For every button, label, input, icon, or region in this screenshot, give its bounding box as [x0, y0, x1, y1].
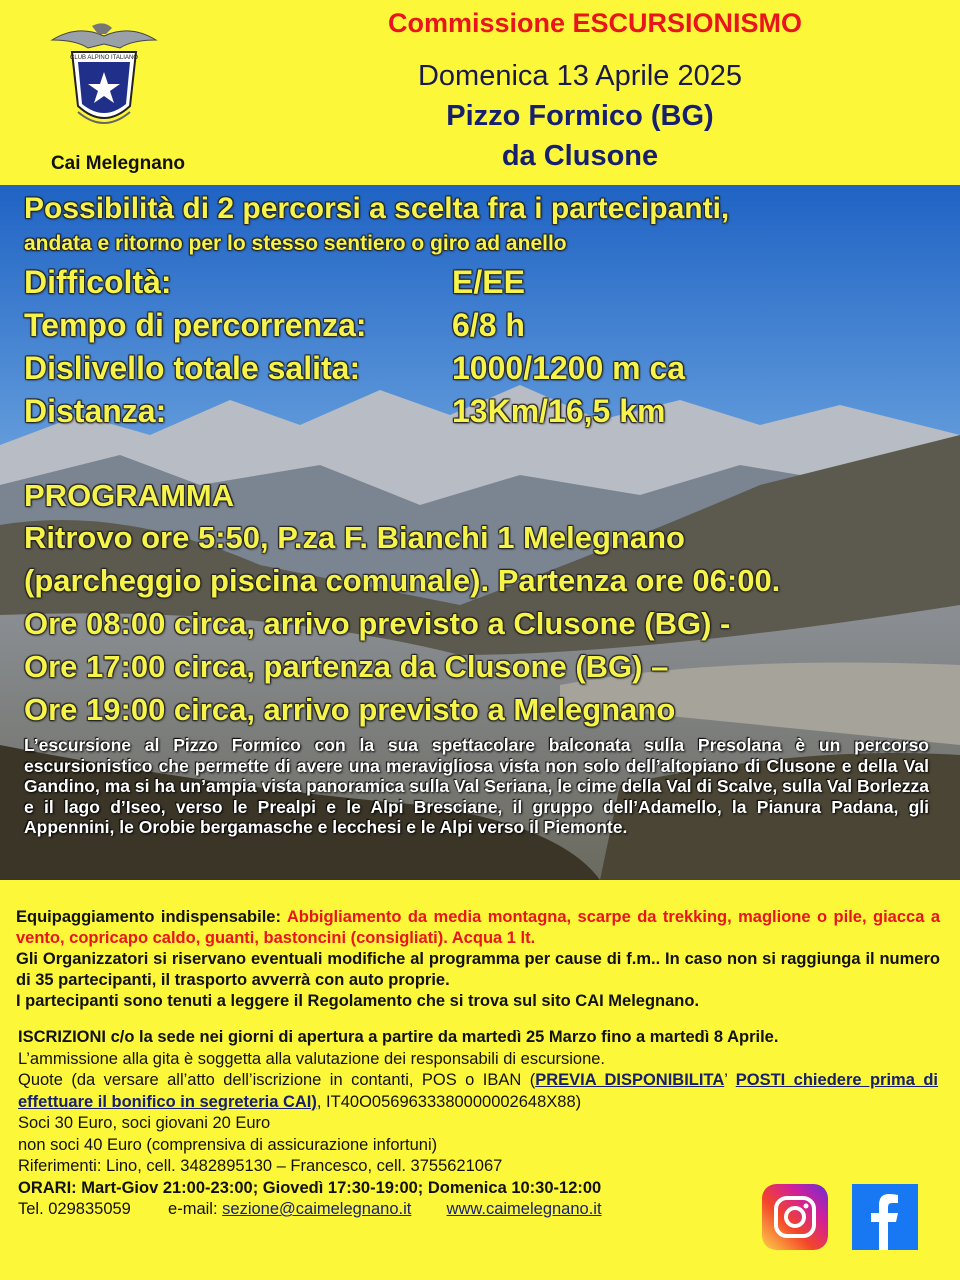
options-line1: Possibilità di 2 percorsi a scelta fra i partecipanti, — [24, 192, 730, 225]
email-label: e-mail: — [168, 1200, 218, 1218]
elevation-value: 1000/1200 m ca — [452, 350, 686, 386]
organizers-note: Gli Organizzatori si riservano eventuali modifiche al programma per cause di f.m.. In caso non si raggiunga il numero di 35 partecipanti, il trasporto avverrà con auto proprie. — [16, 950, 940, 989]
difficulty-value: E/EE — [452, 264, 525, 300]
telephone: Tel. 029835059 — [18, 1200, 131, 1218]
rules-note: I partecipanti sono tenuti a leggere il Regolamento che si trova sul sito CAI Melegnano. — [16, 992, 700, 1010]
programma-line: Ore 19:00 circa, arrivo previsto a Melegnano — [24, 692, 676, 727]
equipment-items: Abbigliamento da media montagna, scarpe da trekking, maglione o pile, giacca a vento, copricapo caldo, guanti, bastoncini (consigliati). Acqua 1 lt. — [16, 908, 940, 947]
equipment-block — [16, 907, 940, 1012]
event-date: Domenica 13 Aprile 2025 — [417, 60, 743, 92]
iscrizioni-text: ISCRIZIONI c/o la sede nei giorni di apertura a partire da martedì 25 Marzo fino a martedì 8 Aprile. — [18, 1028, 779, 1046]
non-soci-price: non soci 40 Euro (comprensiva di assicurazione infortuni) — [18, 1135, 438, 1154]
difficulty-label: Difficoltà: — [24, 264, 172, 300]
previa-disponibilita-link[interactable]: PREVIA DISPONIBILITA — [535, 1071, 725, 1089]
riferimenti: Riferimenti: Lino, cell. 3482895130 – Francesco, cell. 3755621067 — [18, 1157, 503, 1175]
programma-line: Ritrovo ore 5:50, P.za F. Bianchi 1 Melegnano — [24, 520, 685, 555]
logo-text: CLUB ALPINO ITALIANO — [70, 55, 138, 61]
elevation-label: Dislivello totale salita: — [24, 350, 361, 386]
cai-logo — [48, 22, 160, 140]
programma-line: Ore 17:00 circa, partenza da Clusone (BG) – — [24, 649, 669, 684]
time-value: 6/8 h — [452, 307, 525, 343]
excursion-description: L’escursione al Pizzo Formico con la sua spettacolare balconata sulla Presolana è un percorso escursionistico che permette di avere una meravigliosa vista non solo dell’altopiano di Clusone e della Val Gandino, ma si ha un’ampia vista panoramica sulla Val Seriana, le cime della Val di Scalve, sulla Val Borlezza e il lago d’Iseo, verso le Prealpi e le Alpi Bresciane, il gruppo dell’Adamello, la Pianura Padana, gli Appennini, le Orobie bergamasche e lecchesi e le Alpi verso il Piemonte. — [24, 735, 929, 837]
facebook-icon[interactable] — [852, 1184, 918, 1250]
distance-label: Distanza: — [24, 393, 167, 429]
equipment-label: Equipaggiamento indispensabile: — [16, 908, 281, 926]
time-label: Tempo di percorrenza: — [24, 307, 367, 343]
ammissione-text: L’ammissione alla gita è soggetta alla valutazione dei responsabili di escursione. — [18, 1049, 606, 1068]
email-link[interactable]: sezione@caimelegnano.it — [222, 1200, 412, 1218]
programma-line: Ore 08:00 circa, arrivo previsto a Clusone (BG) - — [24, 606, 731, 641]
instagram-icon[interactable] — [762, 1184, 828, 1250]
options-line2: andata e ritorno per lo stesso sentiero o giro ad anello — [24, 232, 567, 255]
programma-line: (parcheggio piscina comunale). Partenza ore 06:00. — [24, 563, 781, 598]
section-name: Cai Melegnano — [50, 153, 186, 174]
quote-mid: ’ — [724, 1071, 736, 1089]
orari: ORARI: Mart-Giov 21:00-23:00; Giovedì 17:30-19:00; Domenica 10:30-12:00 — [18, 1178, 602, 1197]
quote-text: Quote (da versare all’atto dell’iscrizione in contanti, POS o IBAN ( — [18, 1071, 536, 1089]
event-destination: Pizzo Formico (BG) — [446, 100, 714, 132]
posti-link[interactable]: POSTI chiedere prima di effettuare il bonifico in segreteria CAI) — [18, 1071, 939, 1111]
event-start: da Clusone — [501, 140, 659, 172]
website-link[interactable]: www.caimelegnano.it — [446, 1200, 602, 1218]
iban-text: , IT40O0569633380000002648X88) — [316, 1092, 582, 1111]
distance-value: 13Km/16,5 km — [452, 393, 666, 429]
soci-price: Soci 30 Euro, soci giovani 20 Euro — [18, 1114, 271, 1132]
programma-title: PROGRAMMA — [24, 478, 235, 513]
commission-title: Commissione ESCURSIONISMO — [387, 8, 803, 38]
